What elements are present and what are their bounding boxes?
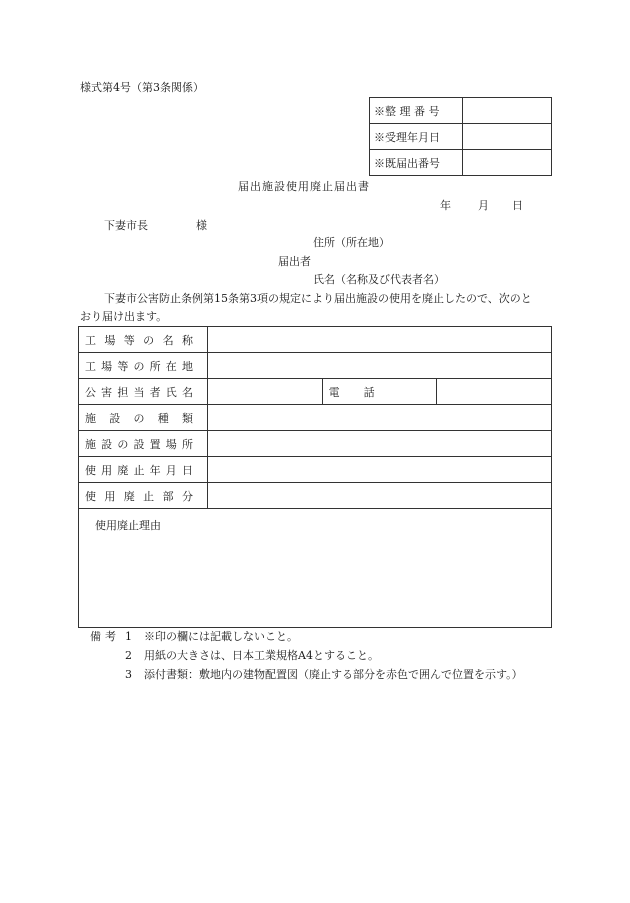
office-label-receipt-date: ※受理年月日 — [370, 124, 463, 150]
label-abolition-date: 使 用 廃 止 年 月 日 — [85, 463, 193, 477]
row-installation-place — [79, 431, 552, 457]
row-contact-person — [79, 379, 552, 405]
label-contact-person: 公 害 担 当 者 氏 名 — [85, 385, 193, 399]
date-month: 月 — [478, 199, 489, 212]
page-title: 届出施設使用廃止届出書 — [238, 180, 370, 193]
field-contact-person[interactable] — [208, 379, 323, 405]
notes-heading: 備考 — [90, 630, 120, 643]
note-3-text: 添付書類：敷地内の建物配置図（廃止する部分を赤色で囲んで位置を示す。） — [144, 668, 523, 681]
row-facility-type — [79, 405, 552, 431]
note-1-text: ※印の欄には記載しないこと。 — [144, 630, 298, 643]
date-day: 日 — [512, 199, 523, 212]
label-abolished-part: 使 用 廃 止 部 分 — [85, 489, 193, 503]
label-telephone: 電 話 — [328, 385, 375, 399]
addressee-name: 下妻市長 — [104, 219, 148, 232]
office-row-reference-number — [370, 98, 552, 124]
note-2-number: 2 — [125, 649, 132, 662]
label-factory-name: 工 場 等 の 名 称 — [85, 333, 193, 347]
field-abolition-date[interactable] — [208, 457, 552, 483]
label-abolition-reason: 使用廃止理由 — [95, 519, 161, 532]
row-abolition-date — [79, 457, 552, 483]
label-installation-place: 施 設 の 設 置 場 所 — [85, 437, 193, 451]
note-2-text: 用紙の大きさは、日本工業規格A4とすること。 — [144, 649, 379, 662]
row-abolition-reason — [79, 509, 552, 628]
field-telephone[interactable] — [437, 379, 552, 405]
office-row-receipt-date — [370, 124, 552, 150]
note-3-number: 3 — [125, 668, 132, 681]
field-abolished-part[interactable] — [208, 483, 552, 509]
row-factory-location — [79, 353, 552, 379]
field-factory-location[interactable] — [208, 353, 552, 379]
row-abolished-part — [79, 483, 552, 509]
field-abolition-reason[interactable] — [79, 509, 552, 628]
office-value-existing-number[interactable] — [463, 150, 552, 176]
office-row-existing-number — [370, 150, 552, 176]
field-factory-name[interactable] — [208, 327, 552, 353]
date-year: 年 — [440, 199, 451, 212]
office-value-receipt-date[interactable] — [463, 124, 552, 150]
row-factory-name — [79, 327, 552, 353]
field-installation-place[interactable] — [208, 431, 552, 457]
office-use-table — [369, 97, 552, 176]
office-label-existing-number: ※既届出番号 — [370, 150, 463, 176]
label-factory-location: 工 場 等 の 所 在 地 — [85, 359, 193, 373]
intro-line-1: 下妻市公害防止条例第15条第3項の規定により届出施設の使用を廃止したので、次のと — [104, 292, 532, 305]
form-number: 様式第4号（第3条関係） — [80, 81, 204, 94]
label-facility-type: 施 設 の 種 類 — [85, 411, 193, 425]
notifier-address-label: 住所（所在地） — [313, 236, 390, 249]
office-label-reference-number: ※整 理 番 号 — [370, 98, 463, 124]
notifier-label: 届出者 — [278, 255, 311, 268]
office-value-reference-number[interactable] — [463, 98, 552, 124]
note-1-number: 1 — [125, 630, 132, 643]
notifier-name-label: 氏名（名称及び代表者名） — [313, 273, 445, 286]
field-facility-type[interactable] — [208, 405, 552, 431]
intro-line-2: おり届け出ます。 — [80, 310, 168, 323]
main-form-table — [78, 326, 552, 628]
addressee-honorific: 様 — [196, 219, 207, 232]
